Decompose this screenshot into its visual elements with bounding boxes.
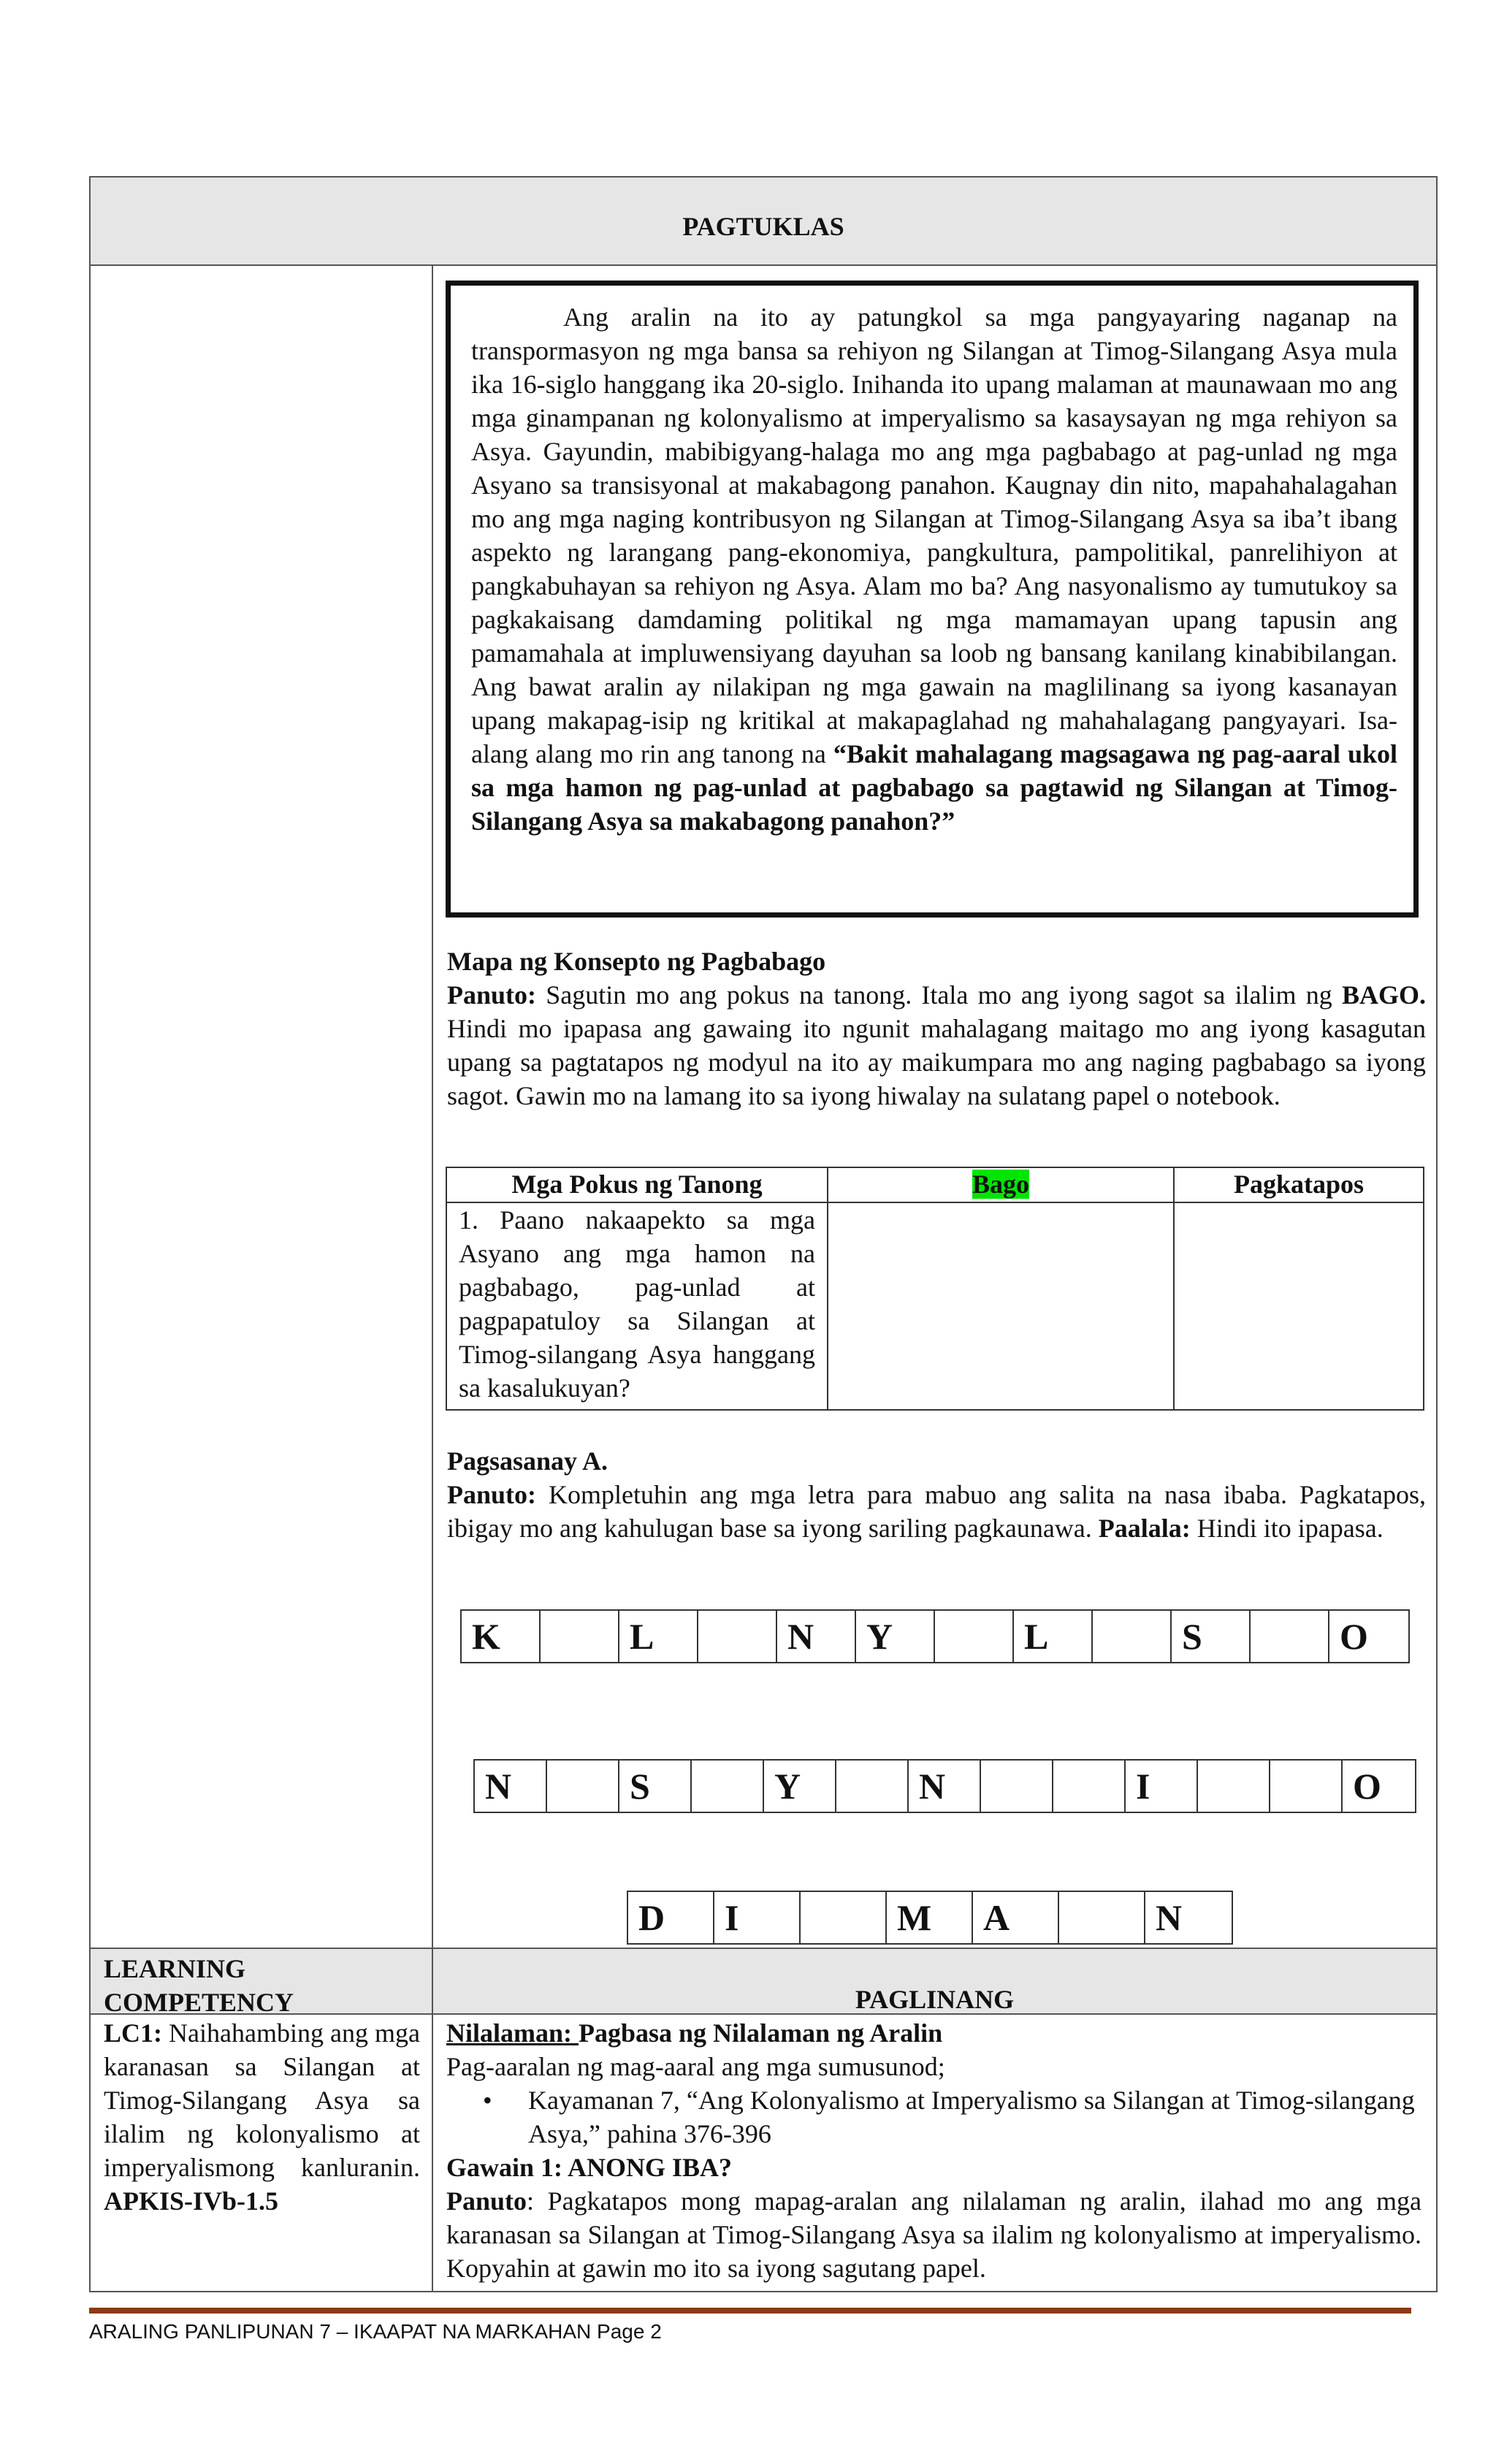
nilalaman-title: Pagbasa ng Nilalaman ng Aralin xyxy=(579,2018,943,2048)
mapa-heading: Mapa ng Konsepto ng Pagbabago xyxy=(447,947,826,976)
letter-cell xyxy=(836,1761,909,1812)
footer-divider xyxy=(89,2308,1411,2314)
bullet-text: Kayamanan 7, “Ang Kolonyalismo at Imperyalismo sa Silangan at Timog-silangang Asya,” pahina 376-396 xyxy=(528,2086,1415,2148)
section-header-row xyxy=(89,176,1438,266)
mapa-instructions xyxy=(447,978,1426,1113)
column-header-bago xyxy=(828,1167,1174,1202)
letter-cell: Y xyxy=(856,1611,935,1662)
gawain-panuto-label: Panuto xyxy=(446,2186,527,2216)
letter-cell xyxy=(1251,1611,1329,1662)
word-puzzle-2 xyxy=(473,1759,1416,1813)
intro-question: “Bakit mahalagang magsagawa ng pag-aaral ukol sa mga hamon ng pag-unlad at pagbabago sa pagtawid ng Silangan at Timog-Silangang Asya sa makabagong panahon?” xyxy=(471,739,1397,836)
gawain-panuto-text: : Pagkatapos mong mapag-aralan ang nilalaman ng aralin, ilahad mo ang mga karanasan sa Silangan at Timog-Silangang Asya sa ilalim ng kolonyalismo at imperyalismo. Kopyahin at gawin mo ito sa iyong sagutang papel. xyxy=(446,2186,1421,2283)
section-title: PAGTUKLAS xyxy=(682,212,844,241)
table-header-row xyxy=(446,1167,1424,1202)
lc-text: Naihahambing ang mga karanasan sa Silangan at Timog-Silangang Asya sa ilalim ng kolonyalismo at imperyalismong kanluranin. xyxy=(104,2018,420,2182)
letter-cell: N xyxy=(777,1611,856,1662)
intro-box xyxy=(446,281,1419,918)
letter-cell: N xyxy=(909,1761,981,1812)
bago-highlight: Bago xyxy=(972,1170,1029,1199)
learning-competency-cell xyxy=(89,2013,433,2292)
lc-label: LC1: xyxy=(104,2018,162,2048)
letter-cell: D xyxy=(628,1892,714,1943)
letter-cell xyxy=(1093,1611,1172,1662)
letter-cell: S xyxy=(1172,1611,1251,1662)
bago-answer-cell xyxy=(828,1202,1174,1410)
paglinang-cell xyxy=(432,2013,1438,2292)
pagsasanay-panuto-label: Panuto: xyxy=(447,1480,537,1509)
letter-cell: Y xyxy=(764,1761,836,1812)
nilalaman-line xyxy=(446,2016,1421,2050)
letter-cell: I xyxy=(1126,1761,1198,1812)
letter-cell: I xyxy=(714,1892,801,1943)
paglinang-header: PAGLINANG xyxy=(432,1948,1438,2015)
word-puzzle-1 xyxy=(460,1609,1410,1663)
letter-cell: O xyxy=(1353,1766,1381,1807)
page-footer: ARALING PANLIPUNAN 7 – IKAAPAT NA MARKAHAN Page 2 xyxy=(89,2320,662,2343)
pagkatapos-answer-cell xyxy=(1174,1202,1424,1410)
letter-cell: N xyxy=(475,1761,547,1812)
gawain-title: Gawain 1: ANONG IBA? xyxy=(446,2153,733,2182)
lc-code: APKIS-IVb-1.5 xyxy=(104,2186,279,2216)
letter-cell: K xyxy=(462,1611,541,1662)
letter-cell xyxy=(801,1892,887,1943)
letter-cell: N xyxy=(1156,1897,1183,1938)
focus-question-cell: 1. Paano nakaapekto sa mga Asyano ang mga hamon na pagbabago, pag-unlad at pagpapatuloy sa Silangan at Timog-silangang Asya hanggang sa kasalukuyan? xyxy=(446,1202,828,1410)
word-puzzle-3 xyxy=(627,1891,1233,1945)
letter-cell xyxy=(547,1761,619,1812)
paalala-text: Hindi ito ipapasa. xyxy=(1190,1514,1384,1543)
letter-cell xyxy=(698,1611,777,1662)
table-row xyxy=(446,1202,1424,1410)
pagsasanay-instructions xyxy=(447,1478,1426,1545)
letter-cell xyxy=(541,1611,619,1662)
paglinang-intro: Pag-aaralan ng mag-aaral ang mga sumusunod; xyxy=(446,2052,945,2081)
letter-cell xyxy=(1270,1761,1343,1812)
letter-cell xyxy=(692,1761,764,1812)
left-column-cell xyxy=(89,264,433,1949)
letter-cell xyxy=(981,1761,1053,1812)
list-item xyxy=(446,2083,1421,2151)
letter-cell: A xyxy=(973,1892,1059,1943)
intro-text: Ang aralin na ito ay patungkol sa mga pangyayaring naganap na transpormasyon ng mga bansa sa rehiyon ng Silangan at Timog-Silangang Asya mula ika 16-siglo hanggang ika 20-siglo. Inihanda ito upang malaman at maunawaan mo ang mga ginampanan ng kolonyalismo at imperyalismo sa kasaysayan ng mga rehiyon sa Asya. Gayundin, mabibigyang-halaga mo ang mga pagbabago at pag-unlad ng mga Asyano sa transisyonal at makabagong panahon. Kaugnay din nito, mapahahalagahan mo ang mga naging kontribusyon ng Silangan at Timog-Silangang Asya sa iba’t ibang aspekto ng larangang pang-ekonomiya, pangkultura, pampolitikal, panrelihiyon at pangkabuhayan sa rehiyon ng Asya. Alam mo ba? Ang nasyonalismo ay tumutukoy sa pagkakaisang damdaming politikal ng mga mamamayan upang tapusin ang pamamahala at impluwensiyang dayuhan sa loob ng bansang kanilang kinabibilangan. Ang bawat aralin ay nilakipan ng mga gawain na maglilinang sa iyong kasanayan upang makapag-isip ng kritikal at makapaglahad ng mahahalagang pangyayari. Isa-alang alang mo rin ang tanong na xyxy=(471,302,1397,768)
learning-competency-header: LEARNING COMPETENCY xyxy=(89,1948,433,2015)
focus-question-table xyxy=(446,1167,1424,1411)
pagsasanay-heading: Pagsasanay A. xyxy=(447,1446,608,1476)
paalala-label: Paalala: xyxy=(1098,1514,1191,1543)
letter-cell xyxy=(935,1611,1014,1662)
letter-cell: O xyxy=(1340,1616,1368,1657)
letter-cell: S xyxy=(619,1761,692,1812)
column-header-pokus: Mga Pokus ng Tanong xyxy=(446,1167,828,1202)
column-header-pagkatapos: Pagkatapos xyxy=(1174,1167,1424,1202)
nilalaman-label: Nilalaman: xyxy=(446,2018,579,2048)
mapa-panuto-label: Panuto: xyxy=(447,980,537,1010)
mapa-panuto-text1: Sagutin mo ang pokus na tanong. Itala mo ang iyong sagot sa ilalim ng xyxy=(536,980,1342,1010)
gawain-instructions xyxy=(446,2184,1421,2285)
letter-cell xyxy=(1059,1892,1145,1943)
letter-cell xyxy=(1198,1761,1270,1812)
mapa-panuto-text2: Hindi mo ipapasa ang gawaing ito ngunit mahalagang maitago mo ang iyong kasagutan upang sa pagtatapos ng modyul na ito ay maikumpara mo ang naging pagbabago sa iyong sagot. Gawin mo na lamang ito sa iyong hiwalay na sulatang papel o notebook. xyxy=(447,1014,1426,1110)
letter-cell: M xyxy=(887,1892,973,1943)
pagsasanay-section xyxy=(447,1444,1426,1545)
letter-cell: L xyxy=(619,1611,698,1662)
letter-cell xyxy=(1053,1761,1126,1812)
mapa-section xyxy=(447,945,1426,1113)
intro-paragraph xyxy=(471,300,1397,838)
mapa-panuto-bold: BAGO. xyxy=(1341,980,1426,1010)
bullet-icon: • xyxy=(483,2086,492,2115)
letter-cell: L xyxy=(1014,1611,1093,1662)
pagsasanay-panuto-text: Kompletuhin ang mga letra para mabuo ang salita na nasa ibaba. Pagkatapos, ibigay mo ang kahulugan base sa iyong sariling pagkaunawa. xyxy=(447,1480,1426,1543)
